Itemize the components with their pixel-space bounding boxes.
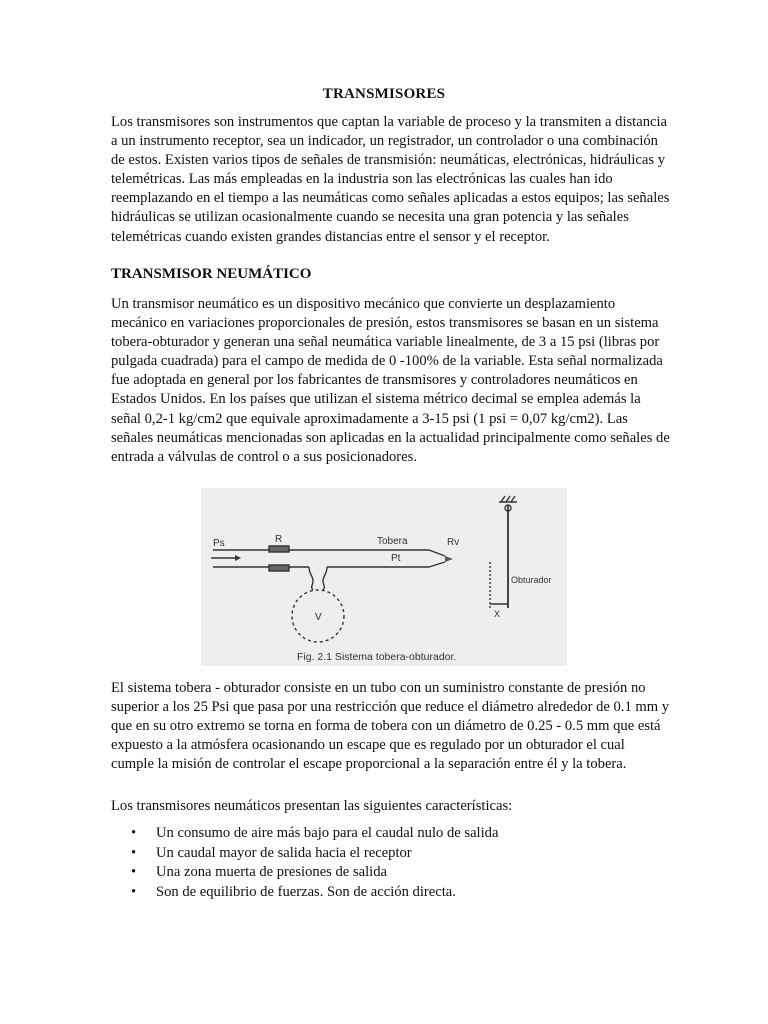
- label-obturador: Obturador: [511, 575, 552, 585]
- list-item-text: Un consumo de aire más bajo para el caudal nulo de salida: [156, 825, 499, 841]
- bullet-icon: •: [131, 883, 137, 900]
- list-item: [111, 863, 671, 883]
- nozzle-upper-taper: [429, 550, 445, 556]
- branch-left-wall: [309, 567, 313, 590]
- list-item: [111, 844, 671, 864]
- list-item-text: Un caudal mayor de salida hacia el receptor: [156, 844, 412, 861]
- bullet-icon: •: [131, 844, 137, 861]
- nozzle-lower-taper: [429, 562, 445, 567]
- hatch-1: [501, 496, 505, 502]
- figure-caption: Fig. 2.1 Sistema tobera-obturador.: [297, 651, 457, 663]
- list-item-text: Una zona muerta de presiones de salida: [156, 864, 387, 881]
- branch-right-wall: [323, 567, 327, 590]
- document-title: TRANSMISORES: [322, 86, 446, 102]
- hatch-3: [511, 496, 515, 502]
- input-arrow-icon: [235, 555, 241, 561]
- label-rv: Rv: [447, 537, 460, 548]
- section-paragraph-2: El sistema tobera - obturador consiste en un tubo con un suministro constante de presión no superior a los 25 Psi que pasa por una restricción que reduce el diámetro alrededor de 0.1 mm y que en su otro extremo se torna en forma de tobera con un diámetro de 0.25 - 0.5 mm que está expuesto a la atmósfera ocasionando un escape que es regulado por un obturador el cual cumple la misión de controlar el escape proporcional a la separación entre él y la tobera.: [111, 680, 670, 773]
- list-intro: Los transmisores neumáticos presentan las siguientes características:: [111, 798, 513, 814]
- restriction-top-block: [269, 546, 289, 552]
- section-heading: TRANSMISOR NEUMÁTICO: [111, 266, 312, 282]
- label-tobera: Tobera: [377, 536, 408, 547]
- label-pt: Pt: [391, 553, 401, 564]
- nozzle-flapper-figure: [201, 488, 567, 666]
- section-paragraph-1: Un transmisor neumático es un dispositivo mecánico que convierte un desplazamiento mecánico en variaciones proporcionales de presión, estos transmisores se basan en un sistema tobera-obturador y generan una señal neumática variable linealmente, de 3 a 15 psi (libras por pulgada cuadrada) para el campo de medida de 0 -100% de la variable. Esta señal normalizada fue adoptada en general por los fabricantes de transmisores y controladores neumáticos en Estados Unidos. En los países que utilizan el sistema métrico decimal se emplea además la señal 0,2-1 kg/cm2 que equivale aproximadamente a 3-15 psi (1 psi = 0,07 kg/cm2). Las señales neumáticas mencionadas son aplicadas en la actualidad principalmente como señales de entrada a válvulas de control o a sus posicionadores.: [111, 296, 670, 465]
- restriction-bottom-block: [269, 565, 289, 571]
- label-v: V: [315, 612, 322, 623]
- bullet-icon: •: [131, 825, 137, 841]
- hatch-2: [506, 496, 510, 502]
- label-r: R: [275, 534, 283, 545]
- nozzle-flapper-diagram: [201, 488, 567, 666]
- nozzle-tip-icon: [445, 556, 453, 562]
- intro-paragraph: Los transmisores son instrumentos que captan la variable de proceso y la transmiten a distancia a un instrumento receptor, sea un indicador, un registrador, un controlador o una combinación de estos. Existen varios tipos de señales de transmisión: neumáticas, electrónicas, hidráulicas y telemétricas. Las más empleadas en la industria son las electrónicas las cuales han ido reemplazando en el tiempo a las neumáticas como señales aplicadas a estos equipos; las señales hidráulicas se utilizan ocasionalmente cuando se necesita una gran potencia y las señales telemétricas cuando existen grandes distancias entre el sensor y el receptor.: [111, 114, 670, 245]
- list-item: [111, 883, 671, 903]
- bullet-icon: •: [131, 864, 137, 881]
- list-item-text: Son de equilibrio de fuerzas. Son de acción directa.: [156, 883, 456, 900]
- characteristics-list: [111, 824, 671, 902]
- label-ps: Ps: [213, 538, 225, 549]
- label-x: X: [494, 609, 501, 619]
- list-item: [111, 824, 671, 844]
